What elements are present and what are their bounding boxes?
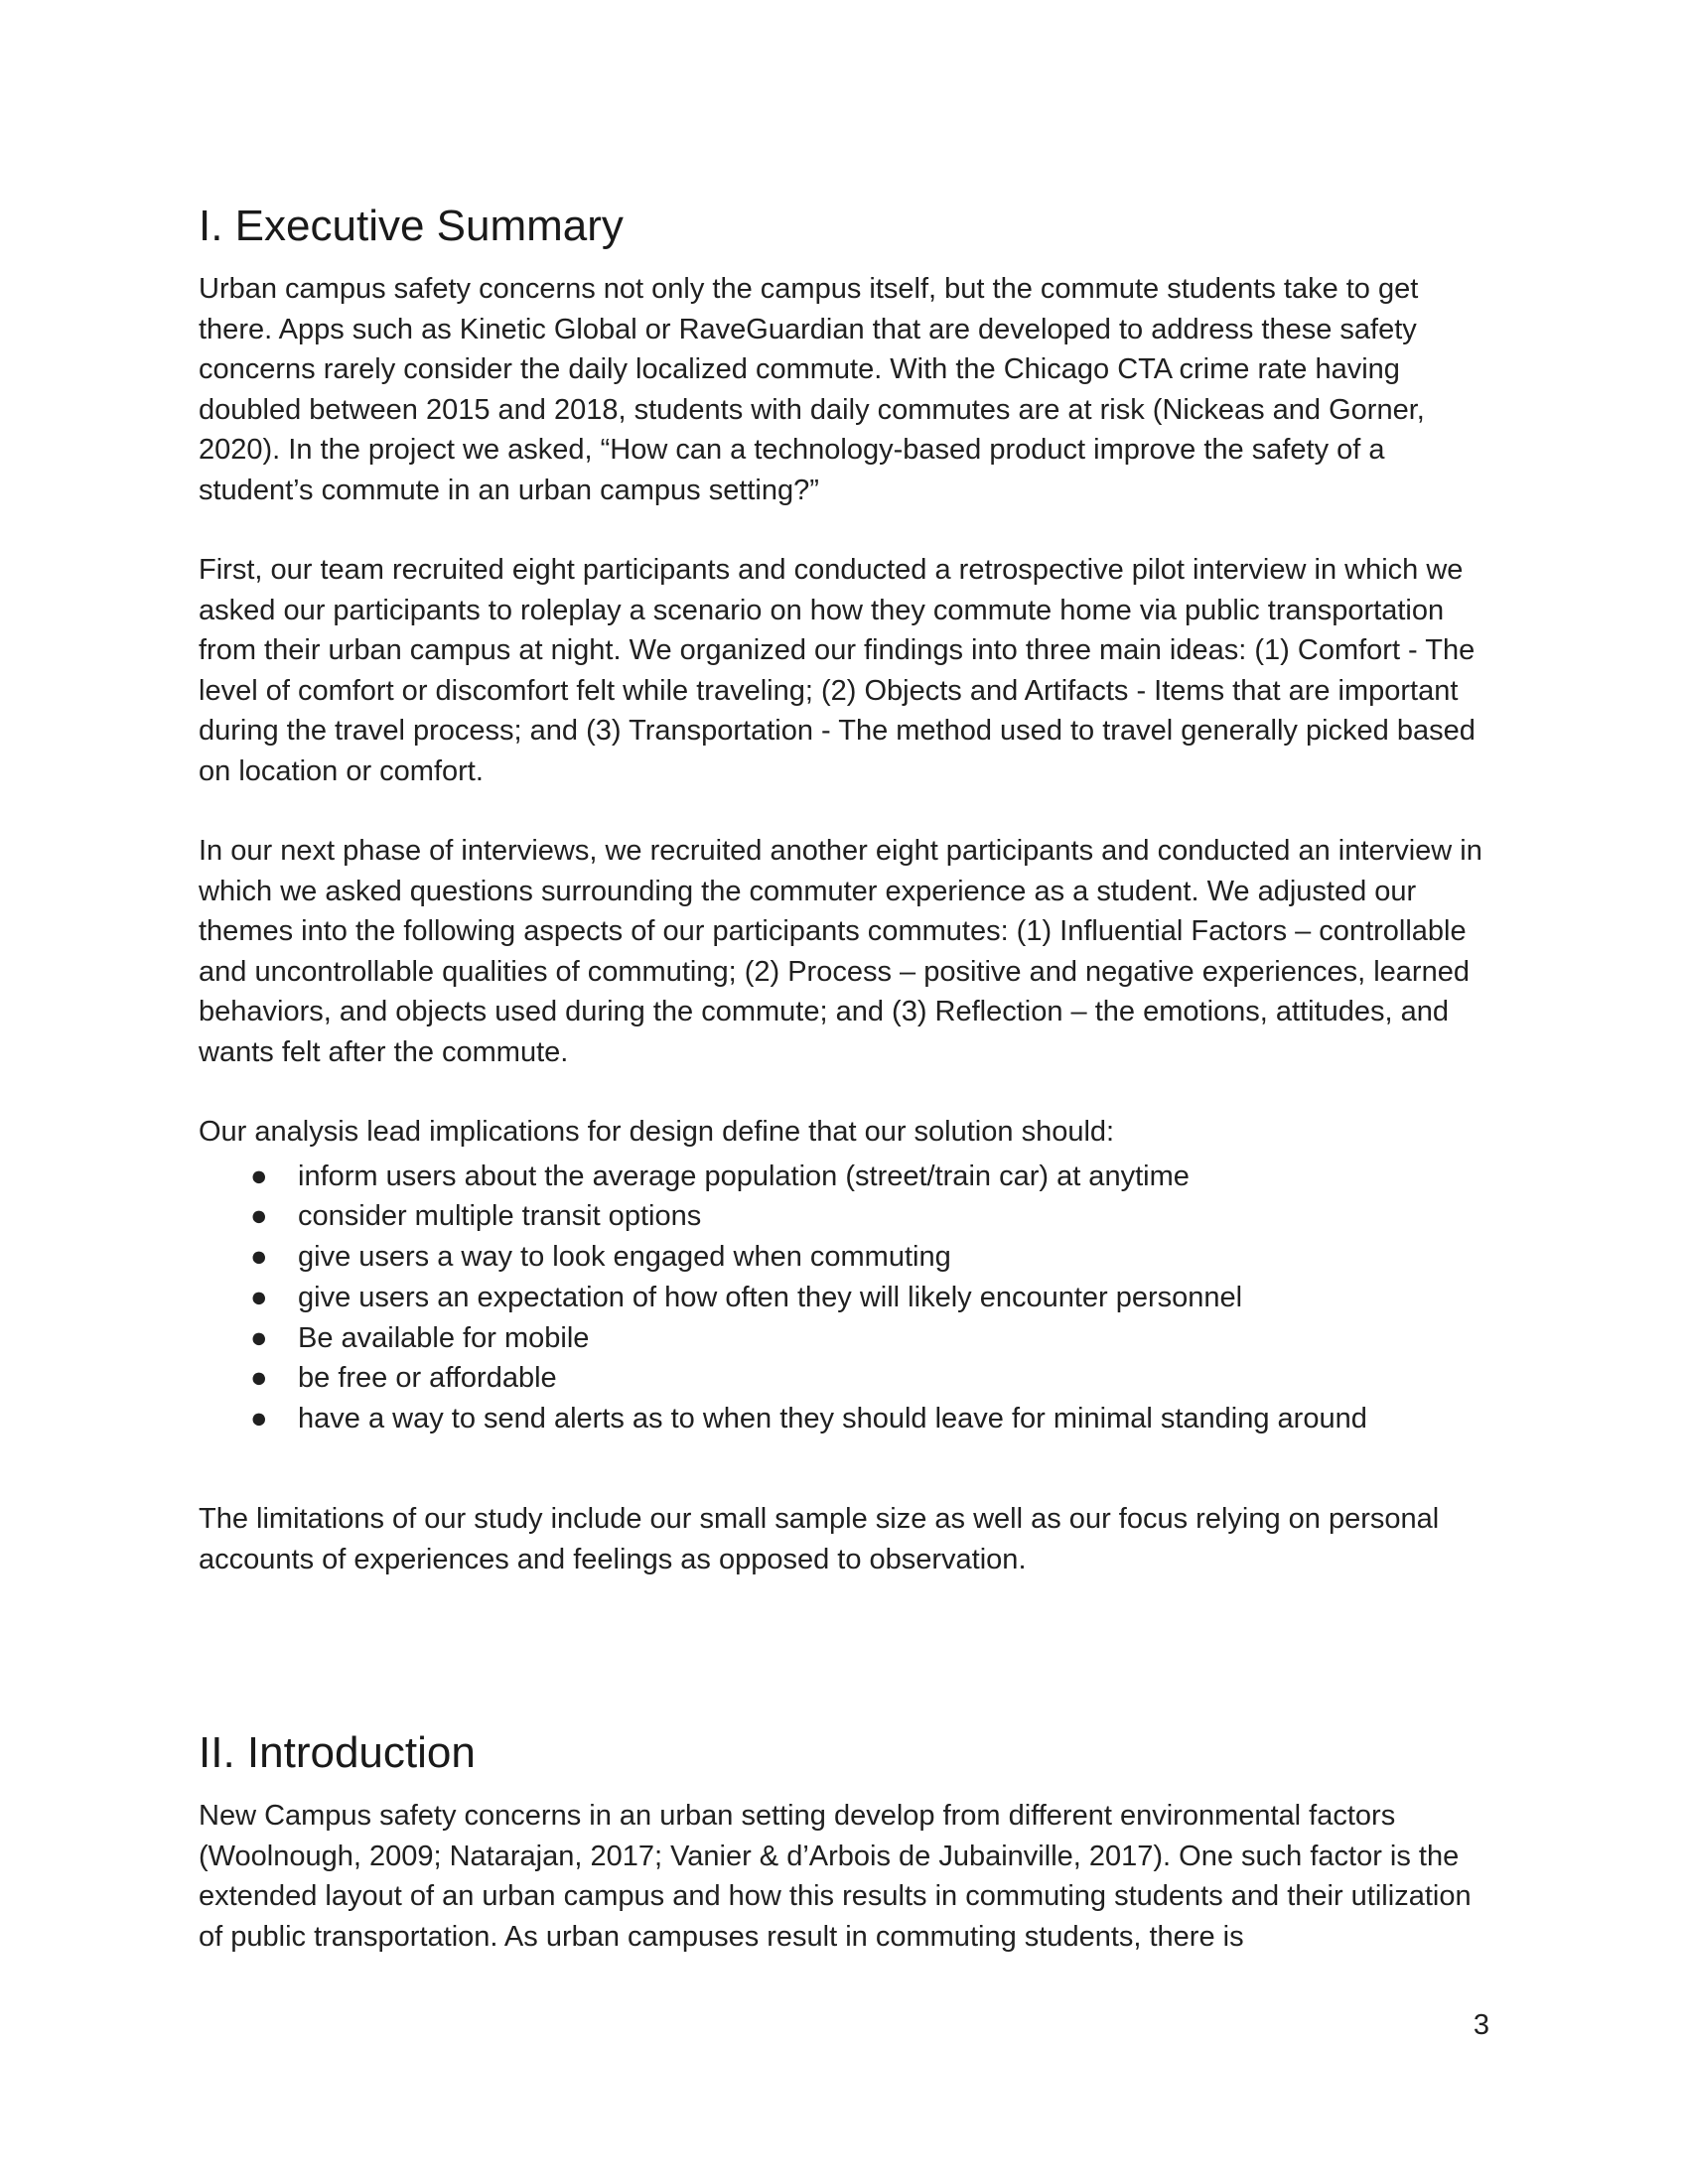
executive-summary-heading: I. Executive Summary [199, 202, 624, 250]
introduction-paragraph: New Campus safety concerns in an urban setting develop from different environmental factors (Woolnough, 2009; Natarajan, 2017; Vanier & d’Arbois de Jubainville, 2017). One such factor is the extended layout of an urban campus and how this results in commuting students and their utilization of public transportation. As urban campuses result in commuting students, there is [199, 1800, 1472, 1953]
bullet-icon: ● [250, 1321, 268, 1354]
introduction-section [199, 1725, 1489, 1957]
list-item: ● be free or affordable [199, 1358, 1489, 1399]
summary-paragraph-2: First, our team recruited eight participants and conducted a retrospective pilot interview in which we asked our participants to roleplay a scenario on how they commute home via public transportation from their urban campus at night. We organized our findings into three main ideas: (1) Comfort - The level of comfort or discomfort felt while traveling; (2) Objects and Artifacts - Items that are important during the travel process; and (3) Transportation - The method used to travel generally picked based on location or comfort. [199, 554, 1476, 787]
design-implications-intro: Our analysis lead implications for design define that our solution should: [199, 1116, 1115, 1148]
list-item: ● give users a way to look engaged when commuting [199, 1237, 1489, 1278]
list-item: ● inform users about the average population (street/train car) at anytime [199, 1157, 1489, 1197]
page-number: 3 [1473, 2009, 1489, 2041]
introduction-heading: II. Introduction [199, 1728, 476, 1777]
list-item: ● have a way to send alerts as to when they should leave for minimal standing around [199, 1399, 1489, 1439]
design-implications-list [199, 1157, 1489, 1440]
bullet-icon: ● [250, 1241, 268, 1274]
bullet-icon: ● [250, 1200, 268, 1233]
bullet-icon: ● [250, 1281, 268, 1313]
summary-paragraph-1: Urban campus safety concerns not only the campus itself, but the commute students take to get there. Apps such as Kinetic Global or RaveGuardian that are developed to address these safety concerns rarely consider the daily localized commute. With the Chicago CTA crime rate having doubled between 2015 and 2018, students with daily commutes are at risk (Nickeas and Gorner, 2020). In the project we asked, “How can a technology-based product improve the safety of a student’s commute in an urban campus setting?” [199, 273, 1425, 506]
summary-paragraph-3: In our next phase of interviews, we recruited another eight participants and conducted an interview in which we asked questions surrounding the commuter experience as a student. We adjusted our themes into the following aspects of our participants commutes: (1) Influential Factors – controllable and uncontrollable qualities of commuting; (2) Process – positive and negative experiences, learned behaviors, and objects used during the commute; and (3) Reflection – the emotions, attitudes, and wants felt after the commute. [199, 835, 1482, 1068]
bullet-icon: ● [250, 1403, 268, 1435]
limitations-paragraph: The limitations of our study include our small sample size as well as our focus relying on personal accounts of experiences and feelings as opposed to observation. [199, 1503, 1440, 1575]
list-item: ● give users an expectation of how often they will likely encounter personnel [199, 1278, 1489, 1318]
list-item: ● consider multiple transit options [199, 1196, 1489, 1237]
bullet-icon: ● [250, 1160, 268, 1192]
executive-summary-section [199, 199, 1489, 1579]
list-item: ● Be available for mobile [199, 1318, 1489, 1359]
bullet-icon: ● [250, 1362, 268, 1395]
